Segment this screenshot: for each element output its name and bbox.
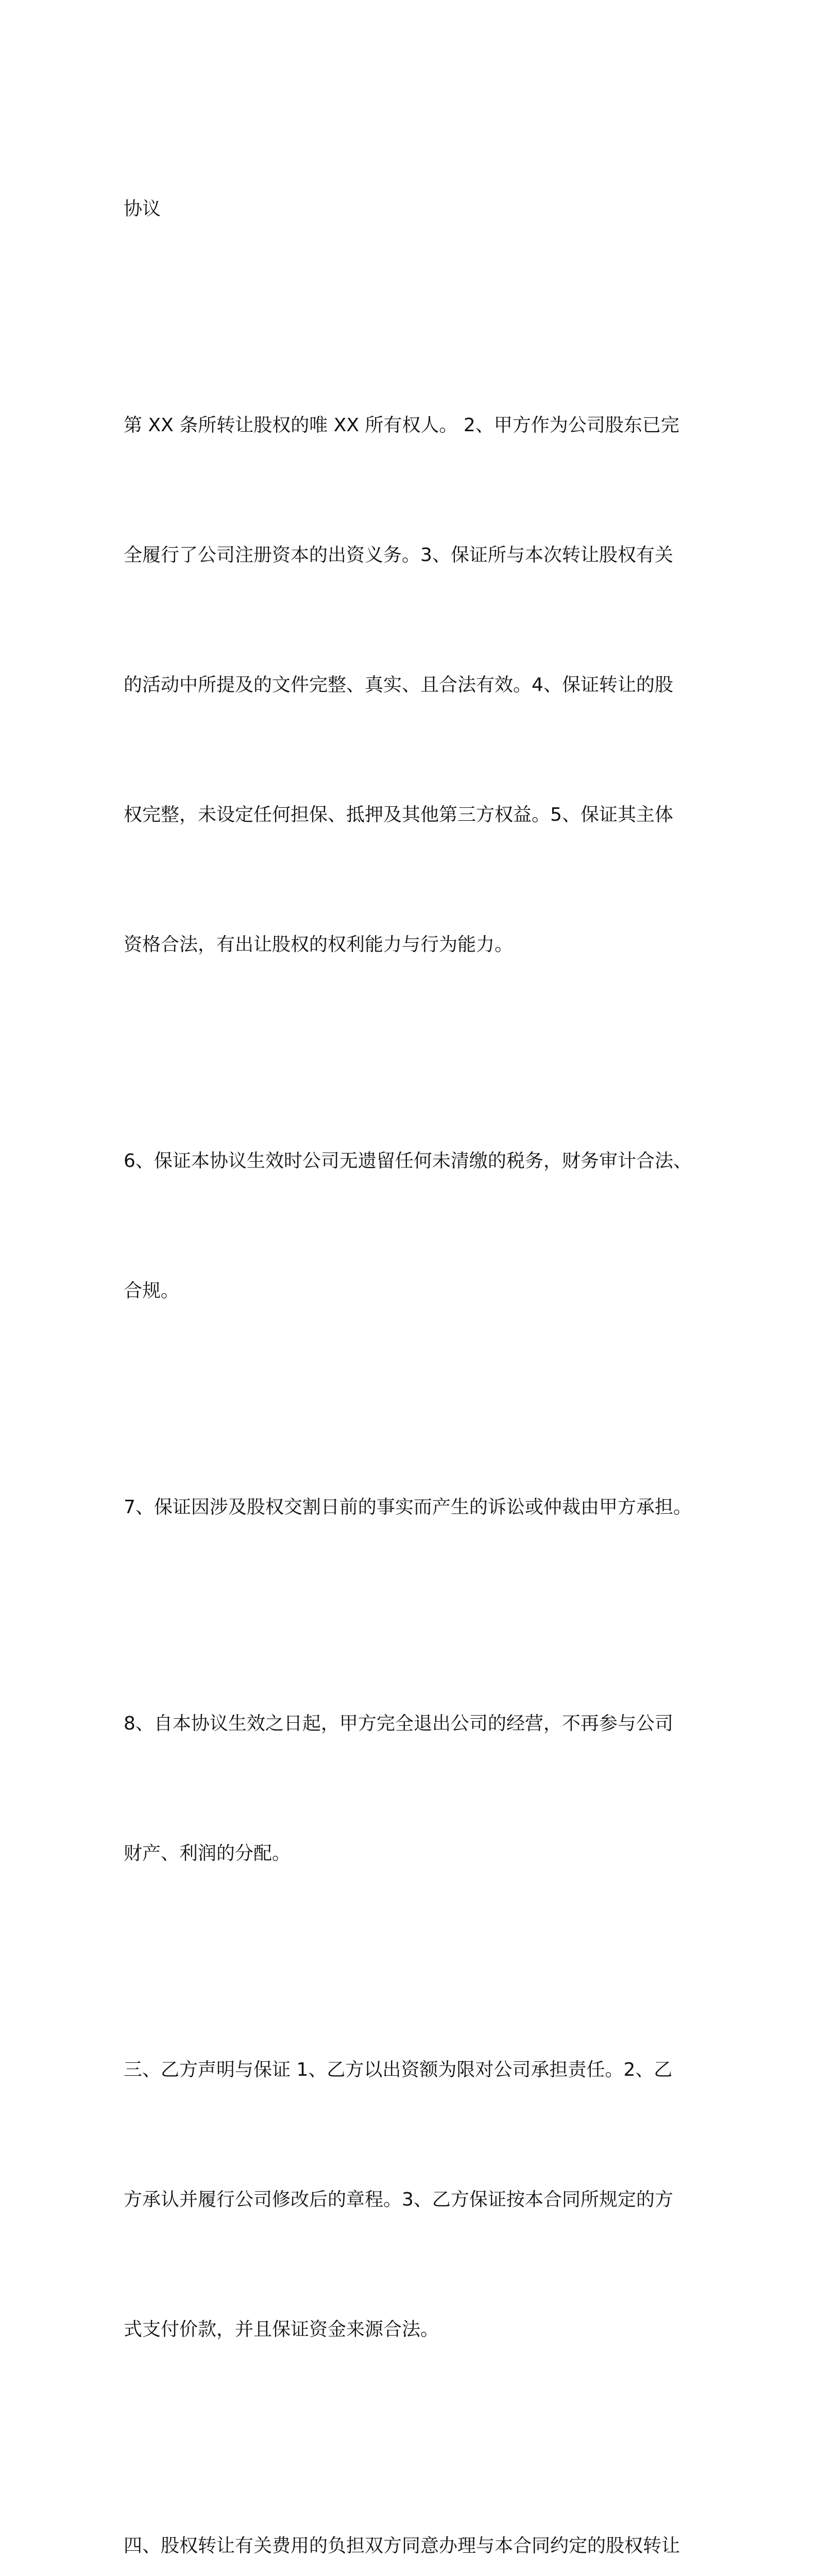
paragraph-item-8 [124, 1616, 706, 1962]
text-line: 方承认并履行公司修改后的章程。3、乙方保证按本合同所规定的方 [124, 2189, 673, 2210]
paragraph-title [124, 101, 706, 317]
text-line: 四、股权转让有关费用的负担双方同意办理与本合同约定的股权转让 [124, 2535, 680, 2556]
text-line: 合规。 [124, 1280, 180, 1301]
text-line: 第 XX 条所转让股权的唯 XX 所有权人。 2、甲方作为公司股东已完 [124, 415, 679, 436]
paragraph-seller-warranties [124, 317, 706, 1053]
text-line: 式支付价款，并且保证资金来源合法。 [124, 2319, 439, 2340]
paragraph-item-6 [124, 1053, 706, 1399]
text-line: 8、自本协议生效之日起，甲方完全退出公司的经营，不再参与公司 [124, 1713, 673, 1734]
document-body [124, 101, 706, 2576]
text-line: 三、乙方声明与保证 1、乙方以出资额为限对公司承担责任。2、乙 [124, 2059, 673, 2080]
text-line: 资格合法，有出让股权的权利能力与行为能力。 [124, 934, 514, 955]
text-line: 7、保证因涉及股权交割日前的事实而产生的诉讼或仲裁由甲方承担。 [124, 1497, 692, 1518]
paragraph-section-3 [124, 1962, 706, 2438]
text-line: 财产、利润的分配。 [124, 1843, 291, 1864]
text-line: 全履行了公司注册资本的出资义务。3、保证所与本次转让股权有关 [124, 545, 673, 566]
text-line: 协议 [124, 198, 161, 219]
text-line: 权完整，未设定任何担保、抵押及其他第三方权益。5、保证其主体 [124, 804, 673, 825]
text-line: 的活动中所提及的文件完整、真实、且合法有效。4、保证转让的股 [124, 674, 673, 696]
paragraph-section-4 [124, 2438, 706, 2576]
paragraph-item-7 [124, 1399, 706, 1616]
text-line: 6、保证本协议生效时公司无遗留任何未清缴的税务，财务审计合法、 [124, 1150, 692, 1172]
